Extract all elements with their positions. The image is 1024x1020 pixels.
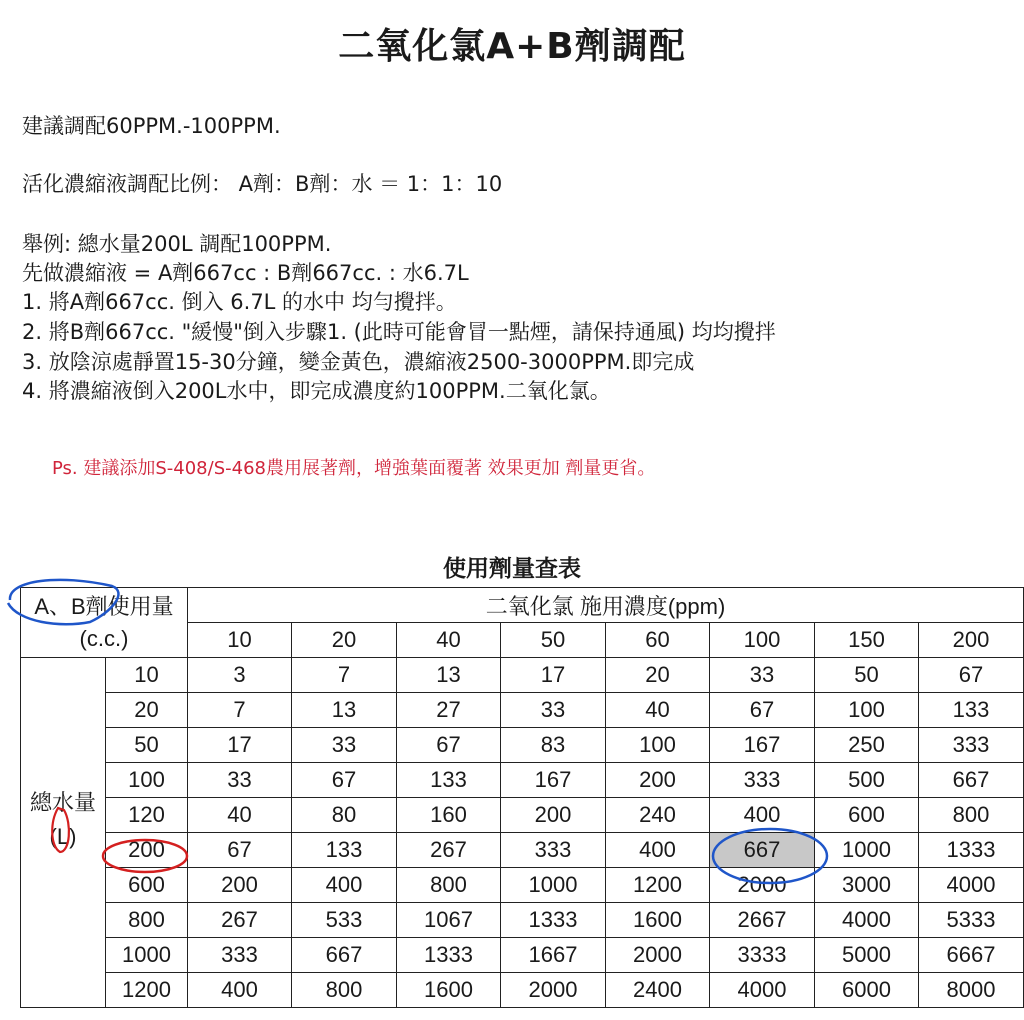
table-row — [21, 798, 1024, 833]
table-row — [21, 658, 1024, 693]
water-volume-cell: 50 — [106, 728, 188, 763]
dose-cell: 1333 — [919, 833, 1024, 868]
water-volume-cell: 100 — [106, 763, 188, 798]
dose-cell: 67 — [188, 833, 292, 868]
water-volume-cell: 1000 — [106, 938, 188, 973]
dose-cell: 667 — [292, 938, 397, 973]
table-row — [21, 903, 1024, 938]
dose-cell: 13 — [397, 658, 501, 693]
concentrate-line: 先做濃縮液 = A劑667cc : B劑667cc. : 水6.7L — [22, 261, 469, 285]
dose-cell: 500 — [815, 763, 919, 798]
dose-cell: 1333 — [397, 938, 501, 973]
dose-cell: 7 — [188, 693, 292, 728]
dose-cell: 27 — [397, 693, 501, 728]
dose-cell: 80 — [292, 798, 397, 833]
ratio-line: 活化濃縮液調配比例： A劑：B劑：水 ＝ 1：1：10 — [22, 172, 503, 196]
dose-cell: 83 — [501, 728, 606, 763]
dose-cell: 3 — [188, 658, 292, 693]
dose-cell: 133 — [292, 833, 397, 868]
dose-cell: 33 — [501, 693, 606, 728]
dose-cell: 17 — [501, 658, 606, 693]
ppm-header-cell: 50 — [501, 623, 606, 658]
dose-cell: 13 — [292, 693, 397, 728]
recommendation-line: 建議調配60PPM.-100PPM. — [22, 114, 281, 138]
dose-cell: 1000 — [815, 833, 919, 868]
dose-cell: 3333 — [710, 938, 815, 973]
dose-cell: 1667 — [501, 938, 606, 973]
dose-cell: 533 — [292, 903, 397, 938]
dose-cell: 5333 — [919, 903, 1024, 938]
table-row — [21, 728, 1024, 763]
water-volume-cell: 600 — [106, 868, 188, 903]
ppm-header-cell: 20 — [292, 623, 397, 658]
ps-note: Ps. 建議添加S-408/S-468農用展著劑，增強葉面覆著 效果更加 劑量更省。 — [52, 458, 656, 479]
dose-cell: 67 — [292, 763, 397, 798]
dose-cell: 267 — [188, 903, 292, 938]
dose-cell: 50 — [815, 658, 919, 693]
dose-cell: 400 — [606, 833, 710, 868]
dose-cell: 267 — [397, 833, 501, 868]
dose-cell: 1333 — [501, 903, 606, 938]
table-title: 使用劑量查表 — [443, 556, 581, 582]
dose-cell: 33 — [710, 658, 815, 693]
dose-cell: 7 — [292, 658, 397, 693]
dose-cell: 667 — [919, 763, 1024, 798]
dose-cell: 40 — [188, 798, 292, 833]
dose-cell: 8000 — [919, 973, 1024, 1008]
table-row — [21, 868, 1024, 903]
dose-cell: 33 — [188, 763, 292, 798]
dose-cell: 333 — [919, 728, 1024, 763]
ppm-header-cell: 40 — [397, 623, 501, 658]
example-line: 舉例: 總水量200L 調配100PPM. — [22, 232, 332, 256]
water-volume-cell: 10 — [106, 658, 188, 693]
dosage-table — [20, 587, 1024, 1008]
dose-cell: 4000 — [710, 973, 815, 1008]
dose-cell: 600 — [815, 798, 919, 833]
water-volume-cell: 20 — [106, 693, 188, 728]
dose-cell: 1067 — [397, 903, 501, 938]
dose-cell: 133 — [919, 693, 1024, 728]
dose-cell: 4000 — [919, 868, 1024, 903]
dose-cell: 800 — [292, 973, 397, 1008]
dose-cell: 5000 — [815, 938, 919, 973]
dose-cell: 200 — [188, 868, 292, 903]
dose-cell: 33 — [292, 728, 397, 763]
step-3: 3. 放陰涼處靜置15-30分鐘，變金黃色，濃縮液2500-3000PPM.即完成 — [22, 350, 695, 374]
table-row — [21, 973, 1024, 1008]
page-title: 二氧化氯A+B劑調配 — [338, 26, 686, 67]
dose-cell: 333 — [710, 763, 815, 798]
dose-cell: 800 — [919, 798, 1024, 833]
dose-cell: 17 — [188, 728, 292, 763]
dose-cell: 2400 — [606, 973, 710, 1008]
dose-cell: 67 — [710, 693, 815, 728]
dose-cell: 133 — [397, 763, 501, 798]
water-label-line2: (L) — [49, 824, 77, 849]
dose-cell: 2000 — [606, 938, 710, 973]
dose-cell: 67 — [397, 728, 501, 763]
dose-cell: 20 — [606, 658, 710, 693]
corner-line1: A、B劑使用量 — [34, 593, 174, 619]
dose-cell: 100 — [815, 693, 919, 728]
ppm-header-cell: 60 — [606, 623, 710, 658]
dose-cell: 167 — [710, 728, 815, 763]
dose-cell: 200 — [606, 763, 710, 798]
ppm-header-cell: 100 — [710, 623, 815, 658]
dose-cell: 6667 — [919, 938, 1024, 973]
dose-cell: 1200 — [606, 868, 710, 903]
dose-cell: 67 — [919, 658, 1024, 693]
dose-cell: 2667 — [710, 903, 815, 938]
dose-cell: 800 — [397, 868, 501, 903]
water-volume-cell: 200 — [106, 833, 188, 868]
dose-cell: 1600 — [606, 903, 710, 938]
corner-line2: (c.c.) — [79, 625, 129, 651]
table-row — [21, 763, 1024, 798]
table-row — [21, 833, 1024, 868]
ppm-header-cell: 200 — [919, 623, 1024, 658]
dose-cell: 333 — [188, 938, 292, 973]
dose-cell: 2000 — [501, 973, 606, 1008]
ppm-header-cell: 150 — [815, 623, 919, 658]
dose-cell: 167 — [501, 763, 606, 798]
dose-cell: 240 — [606, 798, 710, 833]
water-label-line1: 總水量 — [29, 790, 96, 815]
water-volume-cell: 1200 — [106, 973, 188, 1008]
dose-cell: 2000 — [710, 868, 815, 903]
dose-cell: 6000 — [815, 973, 919, 1008]
dose-cell: 1600 — [397, 973, 501, 1008]
dose-cell: 4000 — [815, 903, 919, 938]
step-4: 4. 將濃縮液倒入200L水中，即完成濃度約100PPM.二氧化氯。 — [22, 379, 611, 403]
water-volume-cell: 800 — [106, 903, 188, 938]
dose-cell: 667 — [710, 833, 815, 868]
dose-cell: 400 — [292, 868, 397, 903]
dose-cell: 100 — [606, 728, 710, 763]
dose-cell: 250 — [815, 728, 919, 763]
ppm-header-cell: 10 — [188, 623, 292, 658]
dose-cell: 40 — [606, 693, 710, 728]
dose-cell: 200 — [501, 798, 606, 833]
water-volume-label — [21, 658, 106, 1008]
concentration-header: 二氧化氯 施用濃度(ppm) — [188, 588, 1024, 623]
dose-cell: 160 — [397, 798, 501, 833]
water-volume-cell: 120 — [106, 798, 188, 833]
dose-cell: 1000 — [501, 868, 606, 903]
corner-header — [21, 588, 188, 658]
dose-cell: 400 — [188, 973, 292, 1008]
dose-cell: 3000 — [815, 868, 919, 903]
step-1: 1. 將A劑667cc. 倒入 6.7L 的水中 均勻攪拌。 — [22, 290, 457, 314]
table-row — [21, 693, 1024, 728]
dose-cell: 333 — [501, 833, 606, 868]
dose-cell: 400 — [710, 798, 815, 833]
table-row — [21, 938, 1024, 973]
step-2: 2. 將B劑667cc. "緩慢"倒入步驟1. (此時可能會冒一點煙，請保持通風) 均均攪拌 — [22, 320, 776, 344]
